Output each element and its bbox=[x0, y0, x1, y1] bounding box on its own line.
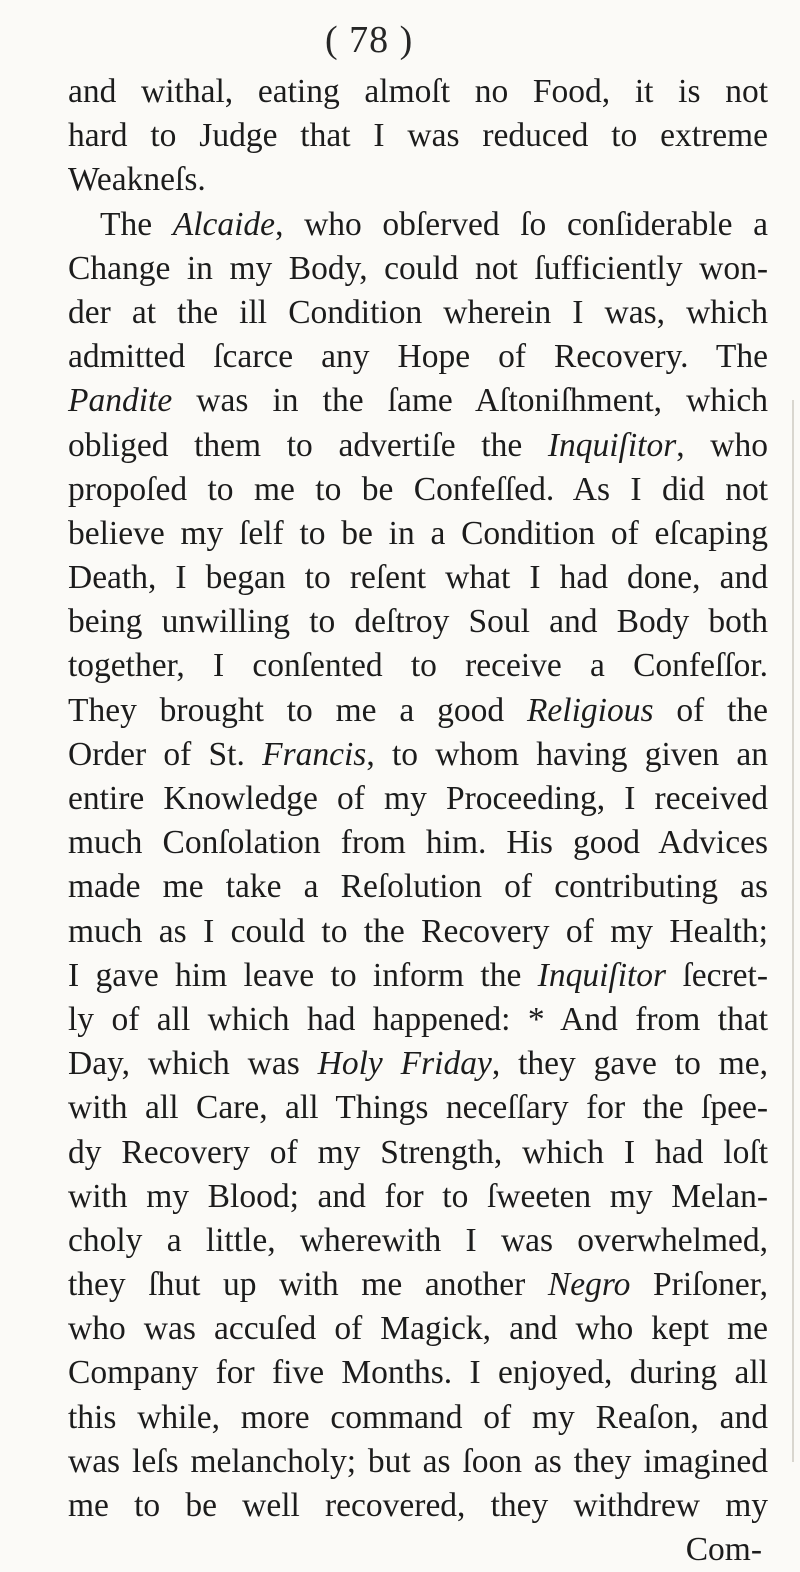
text-line bbox=[68, 1042, 768, 1086]
text-line: who was accuſed of Magick, and who kept me bbox=[68, 1310, 768, 1348]
text-line: der at the ill Condition wherein I was, which bbox=[68, 293, 768, 331]
italic-term: Inquiſitor bbox=[547, 426, 677, 464]
italic-term: Pandite bbox=[68, 382, 173, 420]
text-line bbox=[68, 733, 768, 777]
line-text: was in the ſame Aſtoniſhment, which bbox=[172, 382, 768, 420]
line-text: , who obſerved ſo conſiderable a bbox=[275, 205, 769, 243]
line-text: They brought to me a good bbox=[68, 691, 527, 729]
text-line bbox=[68, 689, 768, 733]
line-text: I gave him leave to inform the bbox=[68, 956, 538, 994]
italic-term: Holy Friday bbox=[317, 1045, 492, 1083]
body-text bbox=[68, 70, 768, 1572]
line-text: , to whom having given an bbox=[366, 735, 769, 773]
line-text: obliged them to advertiſe the bbox=[68, 426, 548, 464]
text-line: made me take a Reſolution of contributing as bbox=[68, 868, 768, 906]
italic-term: Alcaide bbox=[172, 205, 276, 243]
text-line: together, I conſented to receive a Confeſſor. bbox=[68, 647, 768, 685]
text-line bbox=[68, 1263, 768, 1307]
italic-term: Francis bbox=[262, 735, 367, 773]
text-line: being unwilling to deſtroy Soul and Body both bbox=[68, 603, 768, 641]
text-line: believe my ſelf to be in a Condition of eſcaping bbox=[68, 514, 768, 552]
page-number: ( 78 ) bbox=[325, 19, 414, 61]
text-line: entire Knowledge of my Proceeding, I received bbox=[68, 780, 768, 817]
line-text: The bbox=[100, 205, 173, 243]
line-text: Order of St. bbox=[68, 735, 263, 773]
italic-term: Religious bbox=[526, 691, 654, 729]
text-line: me to be well recovered, they withdrew my bbox=[68, 1487, 768, 1524]
text-line: Com- bbox=[685, 1531, 762, 1569]
text-line: ly of all which had happened: * And from that bbox=[68, 1000, 768, 1038]
text-line: and withal, eating almoſt no Food, it is not bbox=[68, 73, 768, 110]
text-line: much as I could to the Recovery of my Health; bbox=[68, 912, 768, 950]
text-line: with all Care, all Things neceſſary for the ſpee- bbox=[68, 1089, 768, 1127]
text-line: much Conſolation from him. His good Advices bbox=[68, 824, 768, 862]
line-text: ſecret- bbox=[666, 956, 768, 994]
text-line: Weakneſs. bbox=[68, 161, 206, 199]
text-line bbox=[68, 954, 768, 998]
text-line: dy Recovery of my Strength, which I had loſt bbox=[68, 1133, 768, 1171]
text-line: Death, I began to reſent what I had done, and bbox=[68, 559, 768, 597]
text-line: with my Blood; and for to ſweeten my Melan- bbox=[68, 1177, 768, 1215]
text-line: this while, more command of my Reaſon, and bbox=[68, 1398, 768, 1436]
line-text: of the bbox=[653, 691, 768, 729]
line-text: , who bbox=[676, 426, 768, 464]
text-line bbox=[68, 424, 768, 468]
line-text: , they gave to me, bbox=[491, 1045, 769, 1083]
text-line bbox=[68, 203, 768, 247]
text-line: Company for five Months. I enjoyed, during all bbox=[68, 1354, 768, 1392]
line-text: Day, which was bbox=[68, 1045, 318, 1083]
italic-term: Negro bbox=[547, 1266, 631, 1304]
italic-term: Inquiſitor bbox=[537, 956, 667, 994]
text-line: propoſed to me to be Confeſſed. As I did not bbox=[68, 470, 768, 508]
text-line: was leſs melancholy; but as ſoon as they imagined bbox=[68, 1442, 768, 1480]
text-line: choly a little, wherewith I was overwhelmed, bbox=[68, 1221, 768, 1259]
text-line: admitted ſcarce any Hope of Recovery. The bbox=[68, 338, 768, 376]
text-line bbox=[68, 379, 768, 423]
line-text: they ſhut up with me another bbox=[68, 1266, 548, 1304]
line-text: Priſoner, bbox=[630, 1266, 768, 1304]
text-line: Change in my Body, could not ſufficiently won- bbox=[68, 249, 768, 287]
text-line: hard to Judge that I was reduced to extreme bbox=[68, 117, 768, 155]
